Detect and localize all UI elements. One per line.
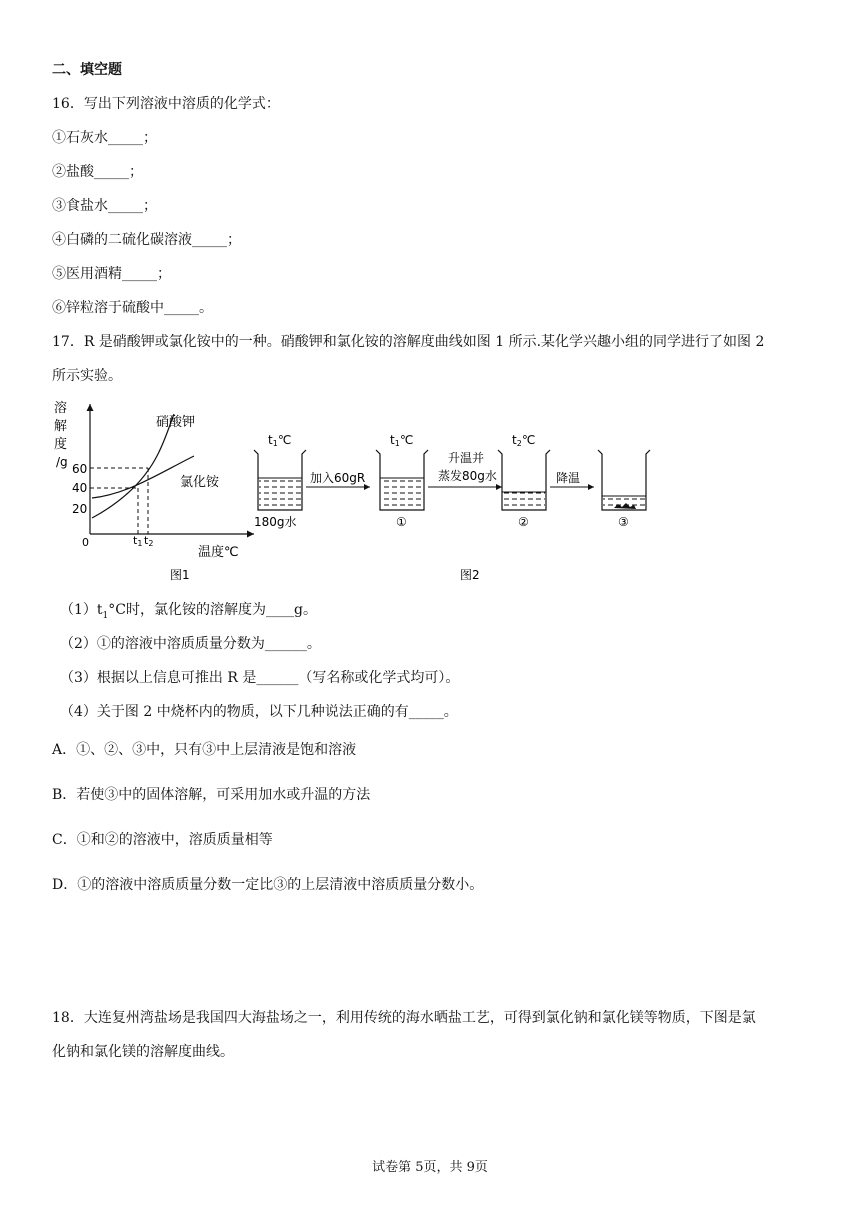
q17-sub3: （3）根据以上信息可推出 R 是______（写名称或化学式均可）。 [60,670,460,686]
beaker-number: ③ [618,515,629,529]
y-tick-label: 60 [72,462,88,476]
q17-option: D．①的溶液中溶质质量分数一定比③的上层清液中溶质质量分数小。 [52,877,484,893]
step-cool-label: 降温 [556,471,581,485]
figure-1-caption: 图1 [170,568,190,582]
y-axis-label-char: 解 [54,419,68,434]
q17-sub4: （4）关于图 2 中烧杯内的物质，以下几种说法正确的有_____。 [60,704,458,720]
figure-2-caption: 图2 [460,568,480,582]
page-footer: 试卷第 5页，共 9页 [372,1160,488,1175]
section-title: 二、填空题 [52,62,122,78]
y-axis-unit: /g [56,455,68,469]
q17-option: B．若使③中的固体溶解，可采用加水或升温的方法 [52,787,371,803]
q16-item: ③食盐水_____； [52,198,157,214]
q16-item: ⑥锌粒溶于硫酸中_____。 [52,300,213,316]
step-heat-label-line2: 蒸发80g水 [438,469,497,483]
curve2-label: 氯化铵 [180,475,220,490]
y-tick-label: 20 [72,502,88,516]
beaker-number: ② [518,515,529,529]
q17-stem-line2: 所示实验。 [52,368,122,384]
q16-item: ①石灰水_____； [52,130,157,146]
curve1-label: 硝酸钾 [156,415,196,430]
step-add-label: 加入60gR [310,471,366,485]
step-heat-label-line1: 升温并 [448,451,485,465]
origin-label: 0 [82,536,89,549]
beaker-temp-label: t2℃ [512,433,536,448]
x-axis-label: 温度℃ [198,545,239,560]
q16-stem: 16．写出下列溶液中溶质的化学式： [52,96,280,112]
y-axis-label-char: 溶 [54,401,68,416]
beaker-number: ① [396,515,407,529]
q18-line1: 18．大连复州湾盐场是我国四大海盐场之一，利用传统的海水晒盐工艺，可得到氯化钠和氯化镁等物质，下图是氯 [52,1010,756,1026]
q17-sub2: （2）①的溶液中溶质质量分数为______。 [60,636,321,652]
y-tick-label: 40 [72,481,88,495]
q17-stem-line1: 17．R 是硝酸钾或氯化铵中的一种。硝酸钾和氯化铵的溶解度曲线如图 1 所示.某化学兴趣小组的同学进行了如图 2 [52,334,765,350]
x-tick-t2: t2 [144,534,154,548]
q16-item: ⑤医用酒精_____； [52,266,171,282]
q17-option: A．①、②、③中，只有③中上层清液是饱和溶液 [52,742,357,758]
figure-1-solubility-chart [48,394,268,584]
x-tick-t1: t1 [133,534,143,548]
q17-option: C．①和②的溶液中，溶质质量相等 [52,832,273,848]
beaker-temp-label: t1℃ [268,433,292,448]
water-amount-label: 180g水 [254,515,297,529]
figure-2-experiment [248,394,668,584]
y-axis-label-char: 度 [54,437,68,452]
q17-sub1: $(1)t_1^\circ C$时，氯化铵的溶解度为____g。 [60,602,317,621]
q16-item: ②盐酸_____； [52,164,143,180]
beaker-temp-label: t1℃ [390,433,414,448]
q16-item: ④白磷的二硫化碳溶液_____； [52,232,241,248]
q18-line2: 化钠和氯化镁的溶解度曲线。 [52,1044,234,1060]
